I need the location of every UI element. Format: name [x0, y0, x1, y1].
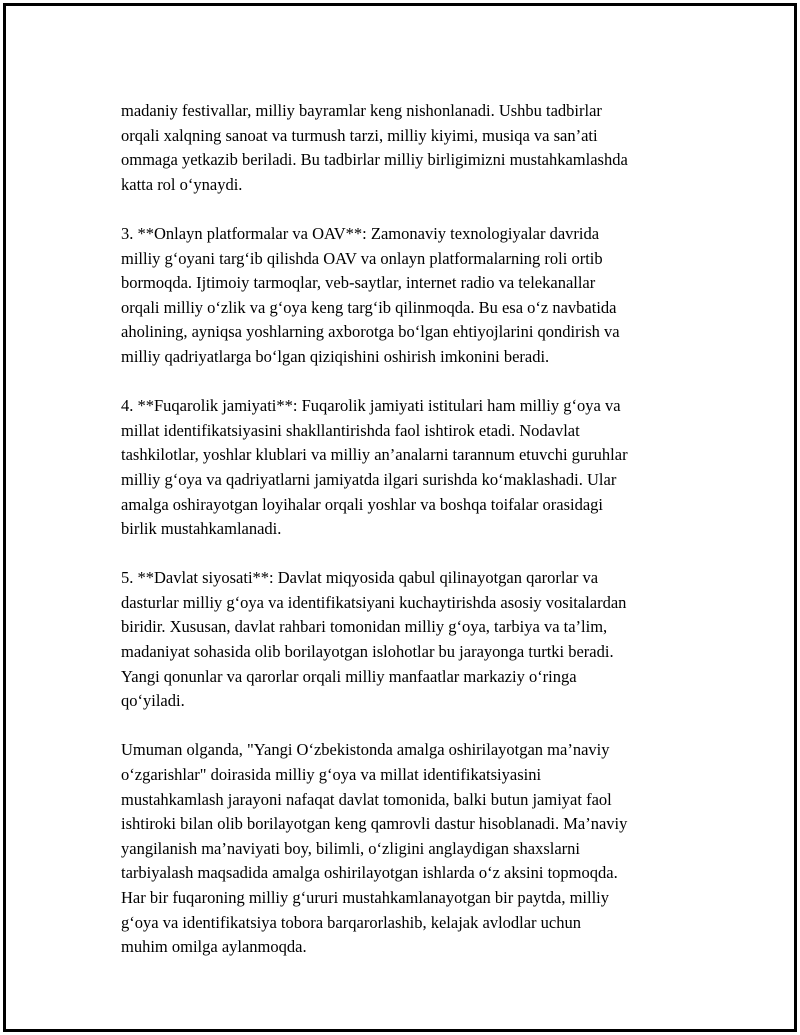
text-line: milliy qadriyatlarga bo‘lgan qiziqishini oshirish imkonini beradi. — [121, 346, 550, 366]
text-line: milliy g‘oya va qadriyatlarni jamiyatda ilgari surishda ko‘maklashadi. Ular — [121, 469, 617, 489]
text-line: mustahkamlash jarayoni nafaqat davlat tomonida, balki butun jamiyat faol — [121, 789, 612, 809]
text-line: orqali milliy o‘zlik va g‘oya keng targ‘ib qilinmoqda. Bu esa o‘z navbatida — [121, 297, 617, 317]
text-line: ishtiroki bilan olib borilayotgan keng qamrovli dastur hisoblanadi. Ma’naviy — [121, 814, 628, 834]
text-line: g‘oya va identifikatsiya tobora barqarorlashib, kelajak avlodlar uchun — [121, 912, 582, 932]
text-line: 5. **Davlat siyosati**: Davlat miqyosida qabul qilinayotgan qarorlar va — [121, 568, 599, 588]
text-line: 4. **Fuqarolik jamiyati**: Fuqarolik jamiyati istitulari ham milliy g‘oya va — [121, 396, 621, 416]
paragraph-conclusion — [121, 738, 681, 959]
paragraph-intro-continuation — [121, 99, 681, 197]
text-line: katta rol o‘ynaydi. — [121, 174, 243, 194]
paragraph-point-4 — [121, 394, 681, 542]
text-line: ommaga yetkazib beriladi. Bu tadbirlar milliy birligimizni mustahkamlashda — [121, 150, 628, 170]
text-line: bormoqda. Ijtimoiy tarmoqlar, veb-saytlar, internet radio va telekanallar — [121, 273, 596, 293]
text-line: o‘zgarishlar" doirasida milliy g‘oya va millat identifikatsiyasini — [121, 765, 542, 785]
text-line: millat identifikatsiyasini shakllantirishda faol ishtirok etadi. Nodavlat — [121, 420, 580, 440]
document-page — [3, 3, 797, 1032]
text-line: qo‘yiladi. — [121, 691, 185, 711]
text-line: aholining, ayniqsa yoshlarning axborotga bo‘lgan ehtiyojlarini qondirish va — [121, 322, 620, 342]
text-line: madaniy festivallar, milliy bayramlar keng nishonlanadi. Ushbu tadbirlar — [121, 101, 602, 120]
text-line: 3. **Onlayn platformalar va OAV**: Zamonaviy texnologiyalar davrida — [121, 223, 600, 243]
text-line: muhim omilga aylanmoqda. — [121, 937, 307, 957]
text-line: biridir. Xususan, davlat rahbari tomonidan milliy g‘oya, tarbiya va ta’lim, — [121, 617, 608, 637]
text-line: amalga oshirayotgan loyihalar orqali yoshlar va boshqa toifalar orasidagi — [121, 494, 604, 514]
text-line: yangilanish ma’naviyati boy, bilimli, o‘zligini anglaydigan shaxslarni — [121, 838, 581, 858]
text-line: dasturlar milliy g‘oya va identifikatsiyani kuchaytirishda asosiy vositalardan — [121, 592, 627, 612]
document-body — [121, 99, 681, 984]
text-line: Umuman olganda, "Yangi O‘zbekistonda amalga oshirilayotgan ma’naviy — [121, 740, 610, 760]
text-line: milliy g‘oyani targ‘ib qilishda OAV va onlayn platformalarning roli ortib — [121, 248, 603, 268]
text-line: Yangi qonunlar va qarorlar orqali milliy manfaatlar markaziy o‘ringa — [121, 666, 577, 686]
paragraph-point-3 — [121, 222, 681, 370]
text-line: madaniyat sohasida olib borilayotgan islohotlar bu jarayonga turtki beradi. — [121, 642, 614, 662]
text-line: tarbiyalash maqsadida amalga oshirilayotgan ishlarda o‘z aksini topmoqda. — [121, 863, 618, 883]
text-line: Har bir fuqaroning milliy g‘ururi mustahkamlanayotgan bir paytda, milliy — [121, 888, 610, 907]
text-line: orqali xalqning sanoat va turmush tarzi, milliy kiyimi, musiqa va san’ati — [121, 125, 598, 145]
text-line: tashkilotlar, yoshlar klublari va milliy an’analarni tarannum etuvchi guruhlar — [121, 445, 628, 465]
text-line: birlik mustahkamlanadi. — [121, 519, 282, 539]
paragraph-point-5 — [121, 566, 681, 714]
